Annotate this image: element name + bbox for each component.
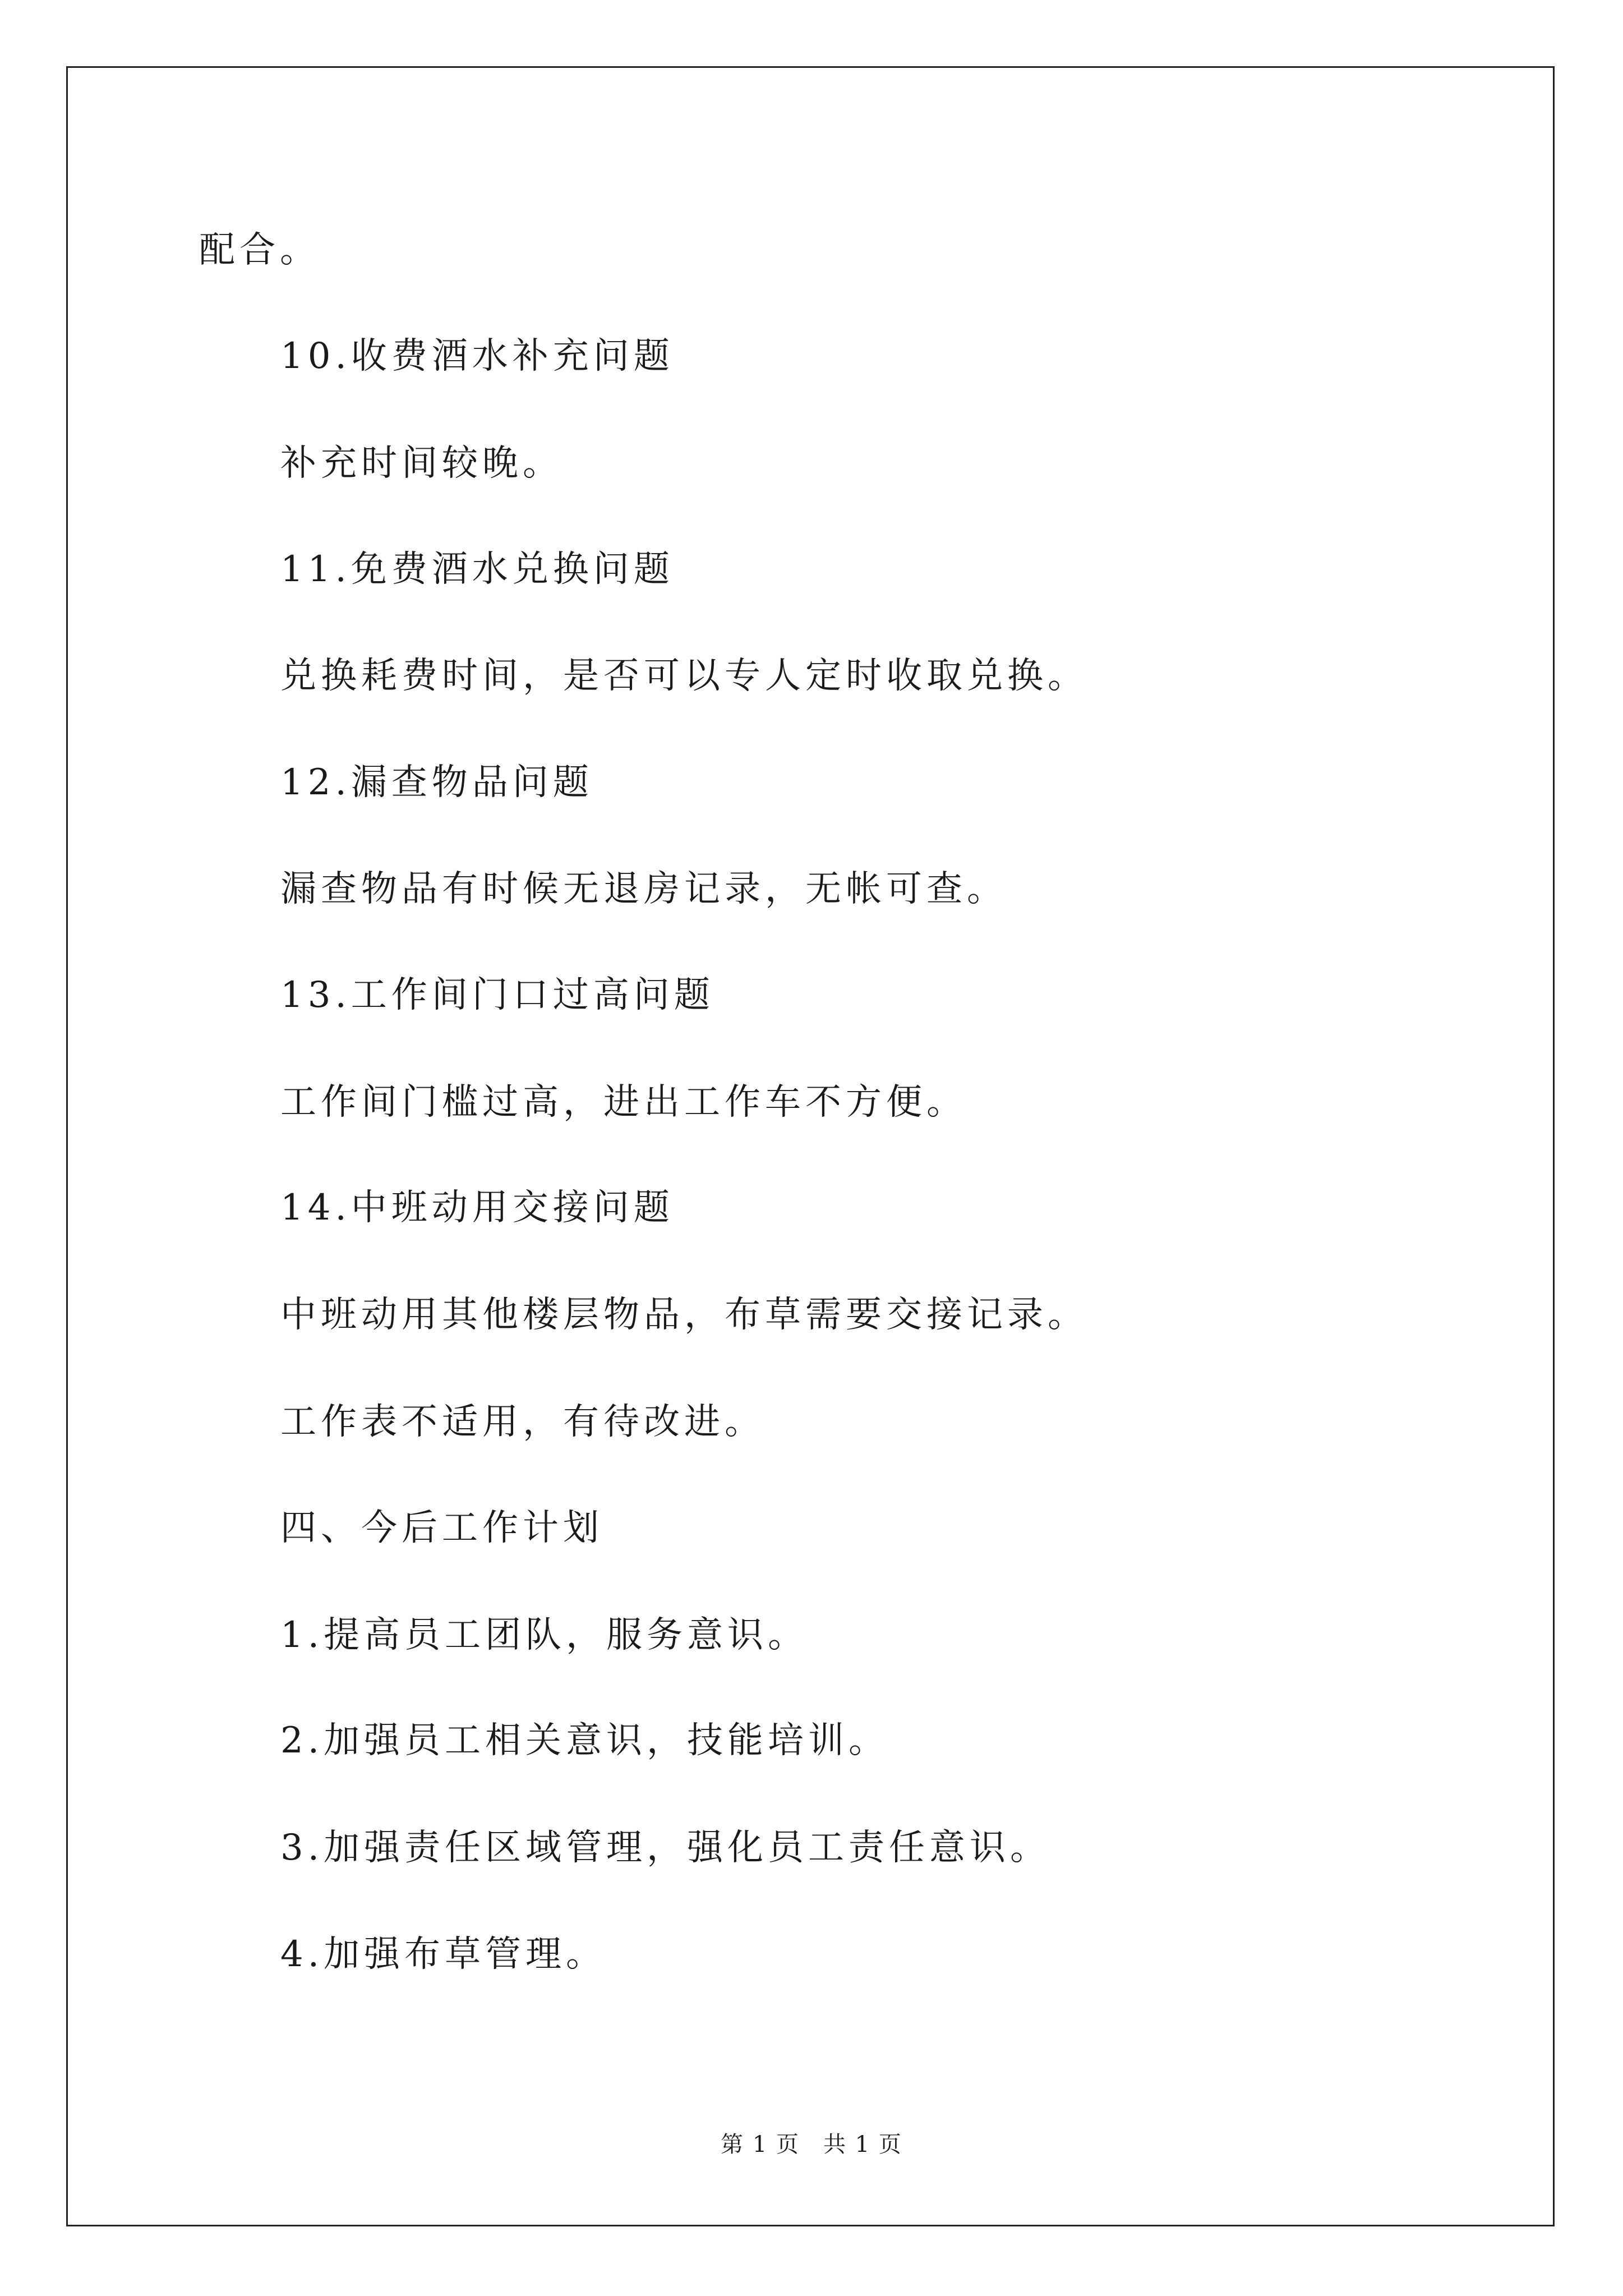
plan-item-2: 2.加强员工相关意识，技能培训。 xyxy=(280,1720,889,1761)
item-heading-11: 11.免费酒水兑换问题 xyxy=(280,549,674,590)
item-heading-13: 13.工作间门口过高问题 xyxy=(280,974,714,1016)
item-heading-10: 10.收费酒水补充问题 xyxy=(280,335,674,377)
item-text-10: 补充时间较晚。 xyxy=(280,443,563,484)
item-text-14: 中班动用其他楼层物品，布草需要交接记录。 xyxy=(280,1294,1088,1336)
page-border xyxy=(66,66,1555,2226)
paragraph-continuation: 配合。 xyxy=(199,229,320,271)
plan-item-4: 4.加强布草管理。 xyxy=(280,1934,607,1975)
item-heading-12: 12.漏查物品问题 xyxy=(280,762,593,803)
plan-item-3: 3.加强责任区域管理，强化员工责任意识。 xyxy=(280,1827,1051,1869)
item-text-12: 漏查物品有时候无退房记录，无帐可查。 xyxy=(280,868,1007,910)
item-text-14b: 工作表不适用，有待改进。 xyxy=(280,1401,765,1443)
page-footer: 第 1 页 共 1 页 xyxy=(721,2132,902,2157)
plan-item-1: 1.提高员工团队，服务意识。 xyxy=(280,1614,809,1656)
item-text-11: 兑换耗费时间，是否可以专人定时收取兑换。 xyxy=(280,655,1088,697)
item-text-13: 工作间门槛过高，进出工作车不方便。 xyxy=(280,1082,967,1123)
item-heading-14: 14.中班动用交接问题 xyxy=(280,1187,674,1228)
section-heading-plan: 四、今后工作计划 xyxy=(280,1507,603,1549)
